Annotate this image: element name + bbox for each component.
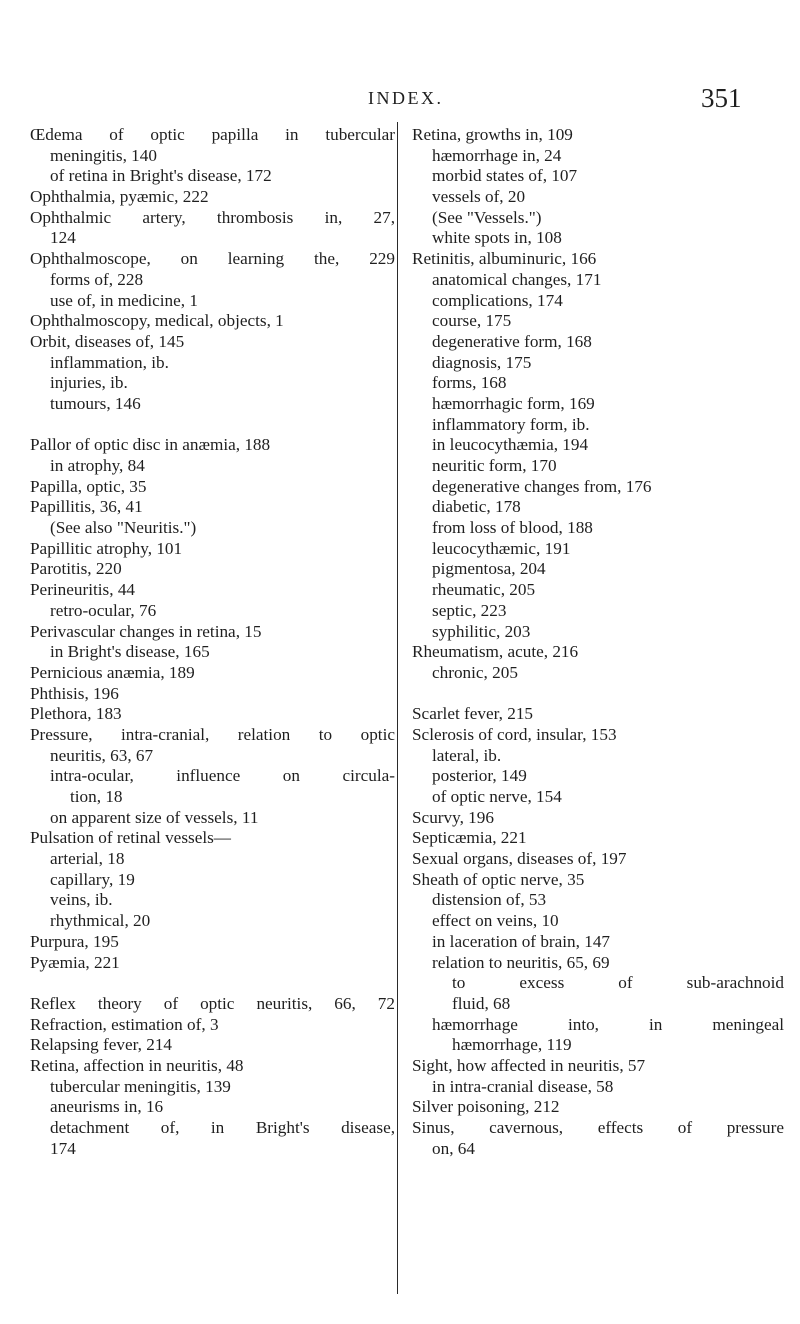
- index-entry: Plethora, 183: [30, 704, 122, 724]
- index-subentry: white spots in, 108: [432, 228, 562, 248]
- index-entry: Pulsation of retinal vessels—: [30, 828, 231, 848]
- page-number: 351: [701, 83, 742, 113]
- index-subentry: degenerative changes from, 176: [432, 476, 652, 496]
- index-subentry: effect on veins, 10: [432, 911, 559, 931]
- index-entry: Phthisis, 196: [30, 683, 119, 703]
- index-entry: Retinitis, albuminuric, 166: [412, 249, 597, 269]
- index-entry: Sclerosis of cord, insular, 153: [412, 724, 617, 744]
- section-gap: [30, 415, 395, 436]
- index-entry: Papillitic atrophy, 101: [30, 538, 183, 558]
- index-entry: Sheath of optic nerve, 35: [412, 869, 585, 889]
- index-entry: Refraction, estimation of, 3: [30, 1014, 219, 1034]
- running-head: [0, 83, 800, 116]
- index-subentry: capillary, 19: [50, 869, 135, 889]
- index-entry: Papilla, optic, 35: [30, 476, 147, 496]
- index-column-left: [30, 125, 395, 1159]
- index-entry: Sexual organs, diseases of, 197: [412, 849, 627, 869]
- index-subentry: hæmorrhage into, in meningeal: [432, 1014, 784, 1034]
- index-subentry: on apparent size of vessels, 11: [50, 807, 259, 827]
- index-subentry: of optic nerve, 154: [432, 787, 562, 806]
- index-subentry: from loss of blood, 188: [432, 518, 593, 538]
- index-entry: Papillitis, 36, 41: [30, 497, 143, 517]
- index-entry: Reflex theory of optic neuritis, 66, 72: [30, 993, 395, 1013]
- index-subentry: 174: [50, 1138, 76, 1158]
- index-subentry: rhythmical, 20: [50, 911, 151, 931]
- index-subentry: aneurisms in, 16: [50, 1097, 164, 1117]
- index-entry: Scurvy, 196: [412, 807, 494, 827]
- index-entry: Purpura, 195: [30, 931, 119, 951]
- index-entry: Pallor of optic disc in anæmia, 188: [30, 435, 271, 455]
- index-subentry: in intra-cranial disease, 58: [432, 1076, 614, 1096]
- index-subentry: septic, 223: [432, 600, 507, 620]
- index-subentry: leucocythæmic, 191: [432, 538, 571, 558]
- index-subentry: neuritis, 63, 67: [50, 745, 154, 765]
- index-subentry: diagnosis, 175: [432, 352, 532, 372]
- index-subentry: relation to neuritis, 65, 69: [432, 952, 610, 972]
- index-subentry: lateral, ib.: [432, 745, 502, 765]
- section-gap: [30, 973, 395, 994]
- index-subentry: 124: [50, 228, 76, 248]
- index-subentry: distension of, 53: [432, 890, 547, 910]
- index-subentry: meningitis, 140: [50, 145, 157, 165]
- index-subentry: morbid states of, 107: [432, 166, 578, 186]
- index-subentry: chronic, 205: [432, 662, 518, 682]
- index-subentry: inflammation, ib.: [50, 352, 169, 372]
- index-subentry: in atrophy, 84: [50, 456, 145, 475]
- index-entry: Ophthalmoscopy, medical, objects, 1: [30, 311, 284, 331]
- index-subentry: rheumatic, 205: [432, 580, 536, 600]
- index-entry: Rheumatism, acute, 216: [412, 642, 579, 662]
- index-subentry: injuries, ib.: [50, 373, 128, 393]
- index-entry: Septicæmia, 221: [412, 828, 527, 848]
- index-subentry: on, 64: [432, 1138, 475, 1158]
- index-subentry: in Bright's disease, 165: [50, 642, 210, 662]
- index-entry: Ophthalmia, pyæmic, 222: [30, 187, 209, 207]
- section-gap: [412, 684, 784, 705]
- index-subentry: to excess of sub-arachnoid: [452, 973, 784, 993]
- index-entry: Pernicious anæmia, 189: [30, 662, 195, 682]
- index-subentry: (See also "Neuritis."): [50, 518, 197, 538]
- index-entry: Pyæmia, 221: [30, 952, 120, 972]
- index-subentry: neuritic form, 170: [432, 456, 557, 475]
- index-subentry: pigmentosa, 204: [432, 559, 546, 579]
- index-entry: Perineuritis, 44: [30, 580, 136, 600]
- index-subentry: syphilitic, 203: [432, 621, 531, 641]
- index-subentry: (See "Vessels."): [432, 207, 542, 227]
- index-entry: Perivascular changes in retina, 15: [30, 621, 262, 641]
- index-entry: Ophthalmoscope, on learning the, 229: [30, 249, 395, 269]
- index-entry: Retina, affection in neuritis, 48: [30, 1055, 244, 1075]
- index-entry: Sinus, cavernous, effects of pressure: [412, 1118, 784, 1137]
- index-subentry: hæmorrhagic form, 169: [432, 393, 595, 413]
- index-entry: Parotitis, 220: [30, 559, 122, 579]
- index-subentry: posterior, 149: [432, 766, 527, 786]
- index-subentry: forms of, 228: [50, 269, 144, 289]
- index-subentry: tumours, 146: [50, 393, 141, 413]
- index-subentry: fluid, 68: [452, 993, 511, 1013]
- index-entry: Œdema of optic papilla in tubercular: [30, 125, 395, 144]
- index-entry: Ophthalmic artery, thrombosis in, 27,: [30, 207, 395, 227]
- index-subentry: forms, 168: [432, 373, 507, 393]
- index-subentry: intra-ocular, influence on circula-: [50, 766, 395, 786]
- index-entry: Orbit, diseases of, 145: [30, 331, 185, 351]
- index-column-right: [412, 125, 784, 1159]
- column-divider: [397, 122, 398, 1294]
- index-subentry: degenerative form, 168: [432, 331, 592, 351]
- index-subentry: veins, ib.: [50, 890, 113, 910]
- index-subentry: in leucocythæmia, 194: [432, 435, 589, 455]
- index-subentry: course, 175: [432, 311, 512, 331]
- index-subentry: tubercular meningitis, 139: [50, 1076, 231, 1096]
- index-entry: Relapsing fever, 214: [30, 1035, 173, 1055]
- index-subentry: of retina in Bright's disease, 172: [50, 166, 272, 186]
- index-subentry: hæmorrhage in, 24: [432, 145, 562, 165]
- index-subentry: complications, 174: [432, 290, 563, 310]
- index-subentry: vessels of, 20: [432, 187, 526, 207]
- index-subentry: use of, in medicine, 1: [50, 290, 198, 310]
- index-entry: Silver poisoning, 212: [412, 1097, 560, 1117]
- index-subentry: diabetic, 178: [432, 497, 521, 517]
- index-subentry: arterial, 18: [50, 849, 125, 869]
- index-subentry: inflammatory form, ib.: [432, 414, 590, 434]
- index-entry: Retina, growths in, 109: [412, 125, 573, 144]
- index-entry: Pressure, intra-cranial, relation to optic: [30, 724, 395, 744]
- index-entry: Sight, how affected in neuritis, 57: [412, 1055, 646, 1075]
- index-subentry: in laceration of brain, 147: [432, 931, 611, 951]
- page-title: INDEX.: [368, 88, 444, 108]
- index-entry: Scarlet fever, 215: [412, 704, 534, 724]
- index-subentry: hæmorrhage, 119: [452, 1035, 572, 1055]
- index-subentry: anatomical changes, 171: [432, 269, 602, 289]
- index-subentry: detachment of, in Bright's disease,: [50, 1118, 395, 1137]
- index-subentry: tion, 18: [70, 787, 123, 806]
- index-subentry: retro-ocular, 76: [50, 600, 157, 620]
